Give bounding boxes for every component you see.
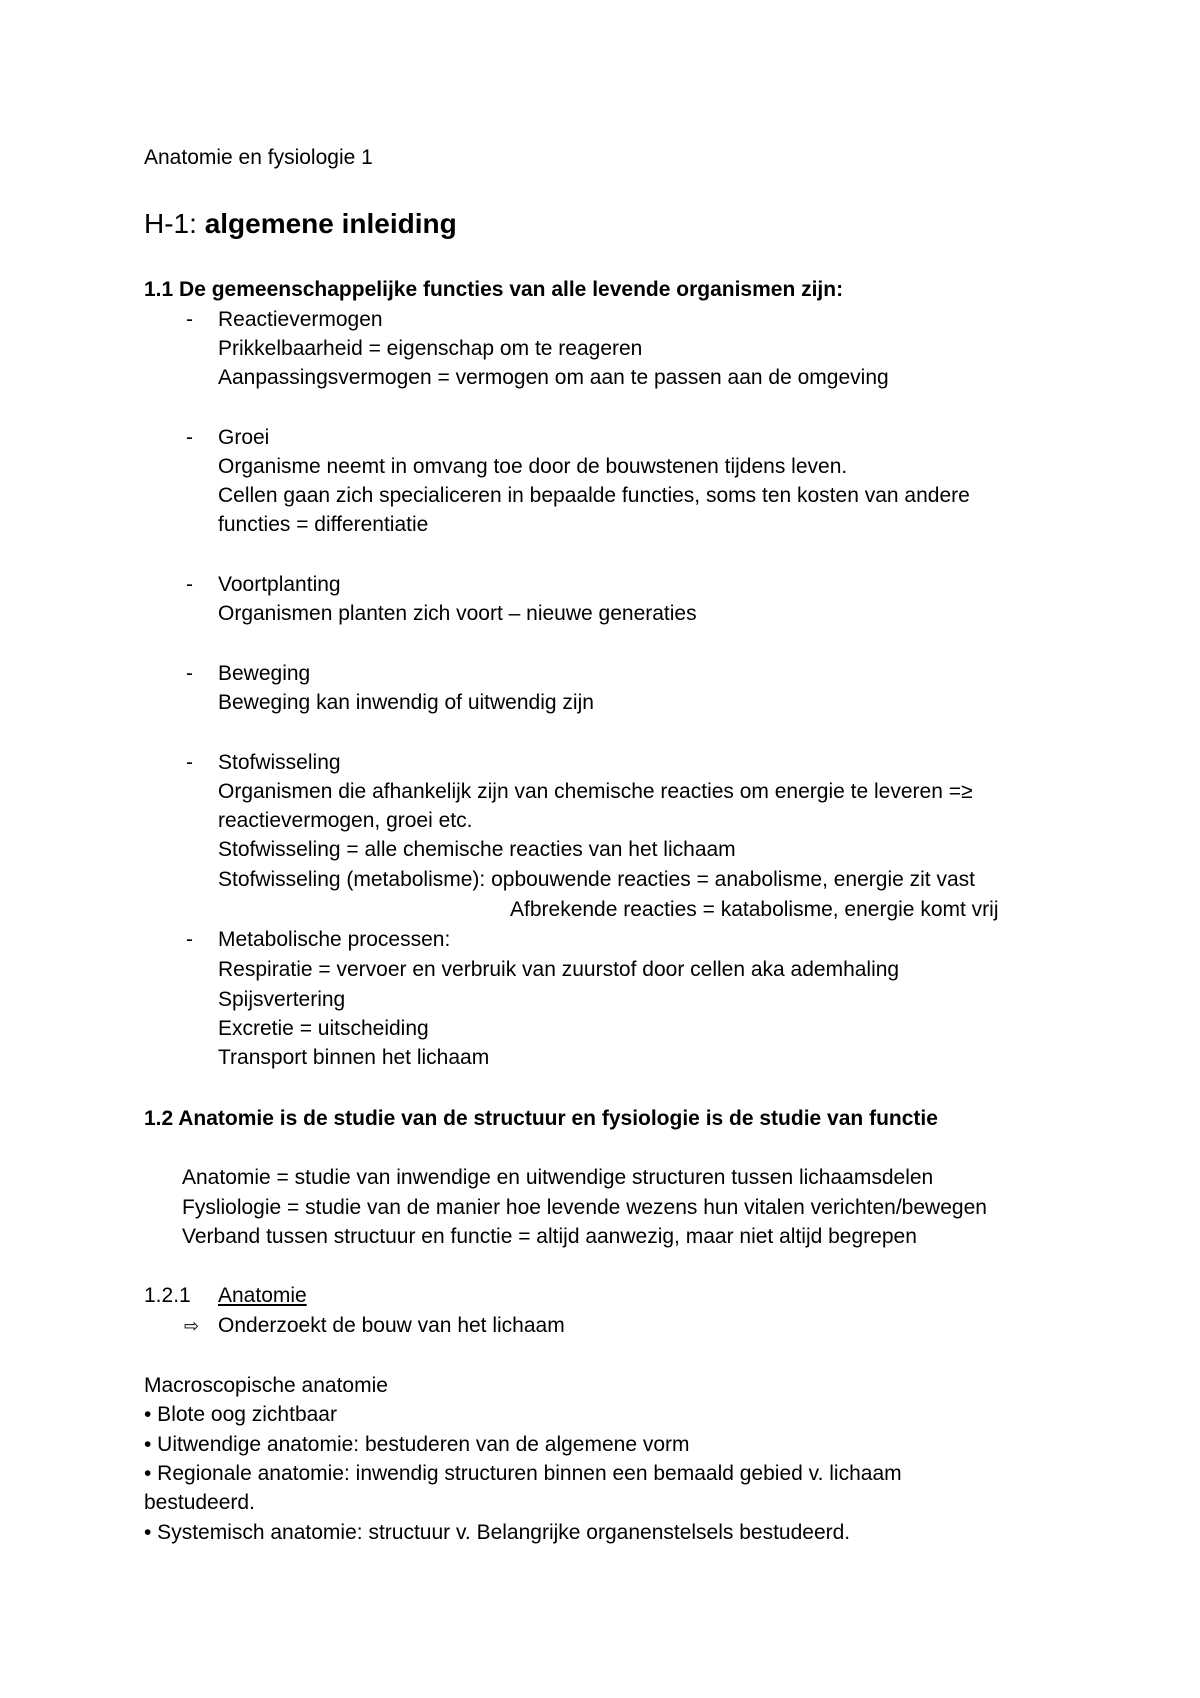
- list-dash: -: [186, 573, 193, 596]
- chapter-heading: [144, 206, 457, 242]
- bullet-item: • Systemisch anatomie: structuur v. Belangrijke organenstelsels bestudeerd.: [144, 1521, 851, 1544]
- list-item-line: Aanpassingsvermogen = vermogen om aan te passen aan de omgeving: [218, 366, 889, 389]
- list-item-line: functies = differentiatie: [218, 513, 429, 536]
- list-dash: -: [186, 928, 193, 951]
- bullet-item: • Blote oog zichtbaar: [144, 1403, 337, 1426]
- list-item-line: Stofwisseling = alle chemische reacties van het lichaam: [218, 838, 736, 861]
- list-item-line: Prikkelbaarheid = eigenschap om te reageren: [218, 337, 643, 360]
- section-1-2-line: Fysliologie = studie van de manier hoe levende wezens hun vitalen verichten/bewegen: [182, 1196, 987, 1219]
- list-item-title: Metabolische processen:: [218, 928, 451, 951]
- list-item-line: Organismen die afhankelijk zijn van chemische reacties om energie te leveren =≥: [218, 780, 973, 803]
- list-dash: -: [186, 751, 193, 774]
- list-item-title: Groei: [218, 426, 270, 449]
- bullet-item: • Regionale anatomie: inwendig structuren binnen een bemaald gebied v. lichaam: [144, 1462, 902, 1485]
- list-item-line: Beweging kan inwendig of uitwendig zijn: [218, 691, 594, 714]
- chapter-title: algemene inleiding: [204, 208, 457, 239]
- list-dash: -: [186, 426, 193, 449]
- list-item-line: Respiratie = vervoer en verbruik van zuurstof door cellen aka ademhaling: [218, 958, 900, 981]
- subsection-arrow-text: Onderzoekt de bouw van het lichaam: [218, 1314, 565, 1337]
- list-item-title: Stofwisseling: [218, 751, 341, 774]
- list-item-title: Beweging: [218, 662, 311, 685]
- macro-title: Macroscopische anatomie: [144, 1374, 388, 1397]
- section-1-2-heading: 1.2 Anatomie is de studie van de structuur en fysiologie is de studie van functie: [144, 1107, 938, 1130]
- section-1-2-line: Verband tussen structuur en functie = altijd aanwezig, maar niet altijd begrepen: [182, 1225, 917, 1248]
- list-item-line: Stofwisseling (metabolisme): opbouwende reacties = anabolisme, energie zit vast: [218, 868, 975, 891]
- list-item-title: Voortplanting: [218, 573, 341, 596]
- list-item-line: Transport binnen het lichaam: [218, 1046, 490, 1069]
- document-title: Anatomie en fysiologie 1: [144, 146, 373, 169]
- list-item-line: Cellen gaan zich specialiceren in bepaalde functies, soms ten kosten van andere: [218, 484, 970, 507]
- list-item-line: Organismen planten zich voort – nieuwe generaties: [218, 602, 697, 625]
- list-item-line: reactievermogen, groei etc.: [218, 809, 473, 832]
- bullet-item: • Uitwendige anatomie: bestuderen van de algemene vorm: [144, 1433, 690, 1456]
- arrow-right-icon: ⇨: [184, 1316, 200, 1336]
- list-dash: -: [186, 308, 193, 331]
- list-item-line: Spijsvertering: [218, 988, 346, 1011]
- bullet-item-continuation: bestudeerd.: [144, 1491, 255, 1514]
- list-item-line: Afbrekende reacties = katabolisme, energie komt vrij: [510, 898, 999, 921]
- list-dash: -: [186, 662, 193, 685]
- list-item-line: Organisme neemt in omvang toe door de bouwstenen tijdens leven.: [218, 455, 848, 478]
- subsection-number: 1.2.1: [144, 1284, 191, 1307]
- chapter-prefix: H-1:: [144, 208, 197, 239]
- list-item-line: Excretie = uitscheiding: [218, 1017, 429, 1040]
- section-1-1-heading: 1.1 De gemeenschappelijke functies van alle levende organismen zijn:: [144, 278, 844, 301]
- section-1-2-line: Anatomie = studie van inwendige en uitwendige structuren tussen lichaamsdelen: [182, 1166, 934, 1189]
- subsection-title: Anatomie: [218, 1284, 307, 1307]
- list-item-title: Reactievermogen: [218, 308, 383, 331]
